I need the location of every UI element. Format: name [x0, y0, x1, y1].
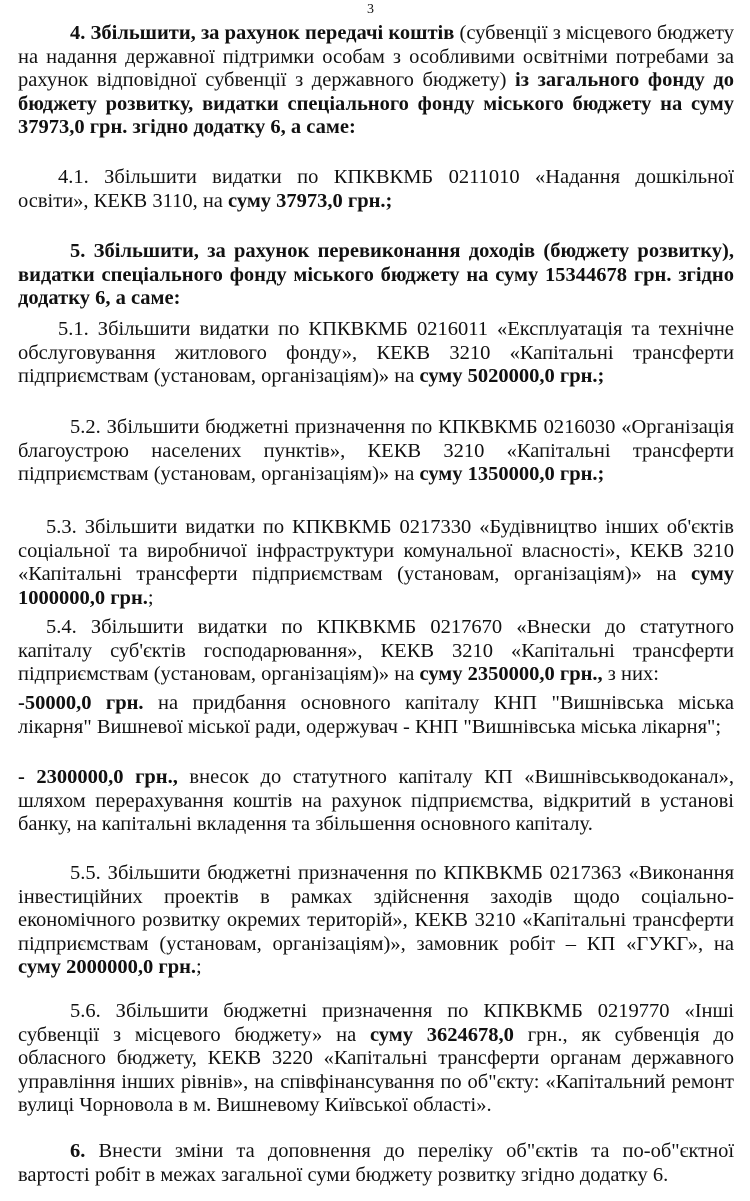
paragraph-5 [18, 240, 734, 311]
paragraph-5-4 [18, 616, 734, 687]
paragraph-4 [18, 22, 734, 140]
paragraph-5-5-tail: ; [196, 956, 202, 979]
paragraph-5-3-text: 5.3. Збільшити видатки по КПКВКМБ 0217330 «Будівництво інших об'єктів соціальної та виробничої інфраструктури комунальної власності», КЕКВ 3210 «Капітальні трансферти підприємствам (установам, організаціям)» на [18, 516, 734, 586]
paragraph-5-3-tail: ; [147, 586, 154, 609]
paragraph-6 [18, 1140, 734, 1187]
paragraph-4-lead: Збільшити, за рахунок передачі коштів [90, 22, 455, 44]
paragraph-4-number: 4. [70, 22, 86, 44]
paragraph-5-6-amount: суму 3624678,0 [369, 1023, 514, 1046]
item-a-amount: -50000,0 грн. [18, 692, 144, 714]
paragraph-5-2 [18, 416, 734, 487]
paragraph-6-number: 6. [70, 1140, 86, 1162]
paragraph-5-1-text: 5.1. Збільшити видатки по КПКВКМБ 0216011 «Експлуатація та технічне обслуговування житлового фонду», КЕКВ 3210 «Капітальні трансферти підприємствам (установам, організаціям)» на [18, 318, 734, 388]
paragraph-5-4-text: 5.4. Збільшити видатки по КПКВКМБ 0217670 «Внески до статутного капіталу суб'єктів господарювання», КЕКВ 3210 «Капітальні трансферти підприємствам (установам, організаціям)» на [18, 616, 734, 686]
item-b-amount: - 2300000,0 грн., [18, 766, 178, 788]
paragraph-5-6-tail: грн., як субвенція до обласного бюджету, КЕКВ 3220 «Капітальні трансферти органам державного управління інших рівнів», на співфінансування по об"єкту: «Капітальний ремонт вулиці Чорновола в м. Вишневому Київської області». [18, 1023, 735, 1117]
paragraph-5-4-tail: з них: [607, 663, 659, 686]
paragraph-5-4-item-a [18, 692, 734, 739]
item-a-text: на придбання основного капіталу КНП "Вишнівська міська лікарня" Вишневої міської ради, одержувач - КНП "Вишнівська міська лікарня"; [18, 692, 734, 738]
paragraph-5-5-amount: суму 2000000,0 грн. [18, 956, 197, 979]
paragraph-4-bold: із загального фонду до бюджету розвитку, видатки спеціального фонду міського бюджету на суму 37973,0 грн. згідно додатку 6, а саме: [18, 69, 734, 139]
paragraph-5-1 [18, 318, 734, 389]
paragraph-5-text: 5. Збільшити, за рахунок перевиконання доходів (бюджету розвитку), видатки спеціального фонду міського бюджету на суму 15344678 грн. згідно додатку 6, а саме: [18, 240, 734, 310]
paragraph-4-1-amount: суму 37973,0 грн.; [228, 189, 393, 212]
paragraph-4-1 [18, 166, 734, 213]
paragraph-5-3 [18, 516, 734, 610]
paragraph-4-1-text: 4.1. Збільшити видатки по КПКВКМБ 0211010 «Надання дошкільної освіти», КЕКВ 3110, на [18, 166, 734, 212]
paragraph-5-3-amount: суму 1000000,0 грн. [18, 563, 735, 609]
paragraph-5-4-amount: суму 2350000,0 грн., [419, 663, 603, 686]
item-b-text: внесок до статутного капіталу КП «Вишнівськводоканал», шляхом перерахування коштів на рахунок підприємства, відкритий в установі банку, на капітальні вкладення та збільшення основного капіталу. [18, 766, 734, 836]
paragraph-5-6 [18, 1000, 734, 1118]
paragraph-5-1-amount: суму 5020000,0 грн.; [419, 365, 605, 388]
paragraph-5-5 [18, 862, 734, 980]
paragraph-6-text: Внести зміни та доповнення до переліку об"єктів та по-об"єктної вартості робіт в межах загальної суми бюджету розвитку згідно додатку 6. [18, 1140, 735, 1186]
paragraph-5-6-text: 5.6. Збільшити бюджетні призначення по КПКВКМБ 0219770 «Інші субвенції з місцевого бюджету» на [18, 1000, 734, 1046]
paragraph-5-2-amount: суму 1350000,0 грн.; [419, 463, 605, 486]
paragraph-5-5-text: 5.5. Збільшити бюджетні призначення по КПКВКМБ 0217363 «Виконання інвестиційних проектів в рамках здійснення заходів щодо соціально-економічного розвитку окремих територій», КЕКВ 3210 «Капітальні трансферти підприємствам (установам, організаціям)», замовник робіт – КП «ГУКГ», на [18, 862, 734, 955]
page-number: 3 [367, 2, 374, 17]
paragraph-4-text: (субвенції з місцевого бюджету на надання державної підтримки особам з особливими освітніми потребами за рахунок відповідної субвенції з державного бюджету) [18, 22, 734, 92]
paragraph-5-4-item-b [18, 766, 734, 837]
paragraph-5-2-text: 5.2. Збільшити бюджетні призначення по КПКВКМБ 0216030 «Організація благоустрою населених пунктів», КЕКВ 3210 «Капітальні трансферти підприємствам (установам, організаціям)» на [18, 416, 734, 486]
